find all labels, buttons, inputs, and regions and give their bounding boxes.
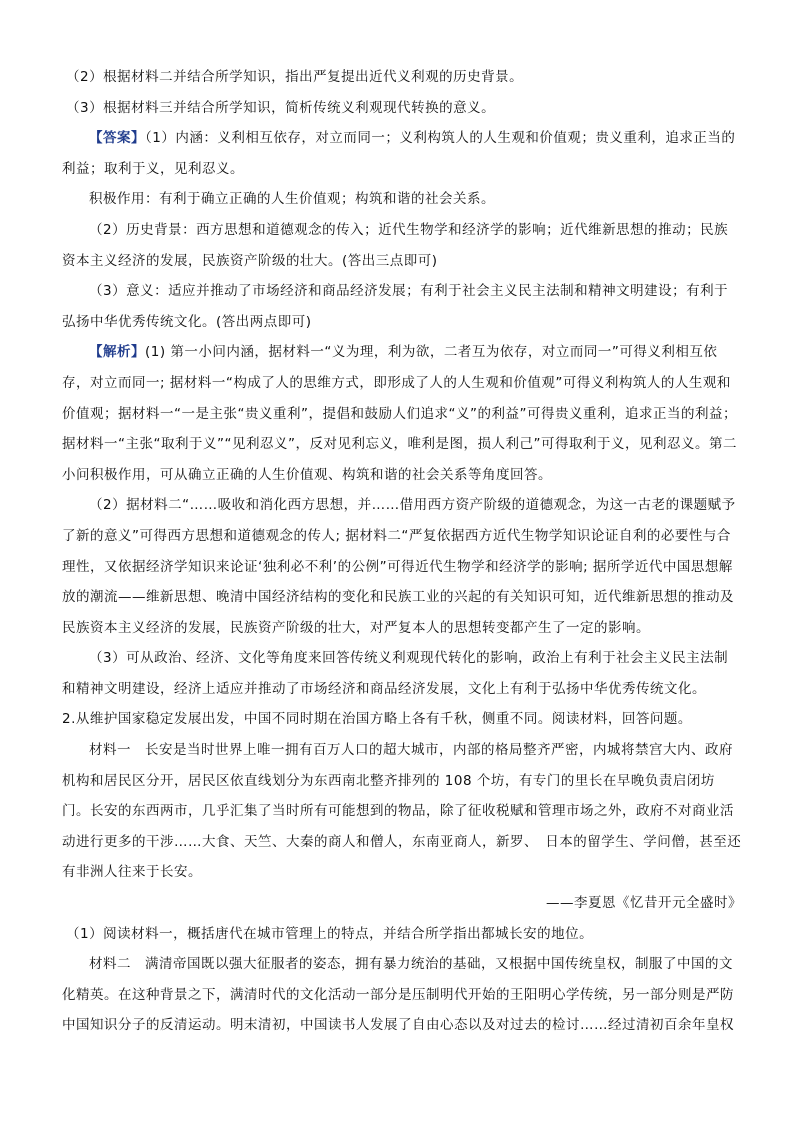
answer-1-positive: 积极作用：有利于确立正确的人生价值观；构筑和谐的社会关系。 (89, 191, 495, 208)
analysis-part-1 (62, 337, 742, 490)
question-2: （2）根据材料二并结合所学知识，指出严复提出近代义利观的历史背景。 (66, 69, 524, 85)
answer-tag: 【答案】 (89, 130, 145, 147)
material-2: 材料二 满清帝国既以强大征服者的姿态，拥有暴力统治的基础，又根据中国传统皇权，制服了中国的文化精英。在这种背景之下，满清时代的文化活动一部分是压制明代开始的王阳明心学传统，另一部分则是严防中国知识分子的反清运动。明末清初，中国读书人发展了自由心态以及对过去的检讨……经过清初百余年皇权 (62, 956, 734, 1034)
answer-1-text: （1）内涵：义利相互依存，对立而同一；义利构筑人的人生观和价值观；贵义重利，追求正当的利益；取利于义，见利忍义。 (62, 130, 736, 177)
analysis-part-2: （2）据材料二“……吸收和消化西方思想，并……借用西方资产阶级的道德观念，为这一古老的课题赋予了新的意义”可得西方思想和道德观念的传人; 据材料二“严复依据西方近代生物学知识论证自利的必要性与合理性，又依据经济学知识来论证‘独利必不利’的公例”可得近代生物学和经济学的影响; 据所学近代中国思想解放的潮流——维新思想、晚清中国经济结构的变化和民族工业的兴起的有关知识可知，近代维新思想的推动及民族资本主义经济的发展，民族资产阶级的壮大，对严复本人的思想转变都产生了一定的影响。 (62, 497, 736, 636)
analysis-1-text: (1) 第一小问内涵，据材料一“义为理，利为欲，二者互为依存，对立而同一”可得义利相互依存，对立而同一; 据材料一“构成了人的思维方式，即形成了人的人生观和价值观”可得义利构筑人的人生观和价值观；据材料一“一是主张“贵义重利”，提倡和鼓励人们追求“义”的利益”可得贵义重利，追求正当的利益；据材料一“主张“取利于义”“见利忍义”，反对见利忘义，唯利是图，损人利己”可得取利于义，见利忍义。第二小问积极作用，可从确立正确的人生价值观、构筑和谐的社会关系等角度回答。 (62, 344, 737, 483)
question-2-intro: 2.从维护国家稳定发展出发，中国不同时期在治国方略上各有千秋，侧重不同。阅读材料，回答问题。 (62, 711, 692, 728)
material-1: 材料一 长安是当时世界上唯一拥有百万人口的超大城市，内部的格局整齐严密，内城将禁宫大内、政府机构和居民区分开，居民区依直线划分为东西南北整齐排列的 108 个坊，有专门的里长在早晚负责启闭坊门。长安的东西两市，几乎汇集了当时所有可能想到的物品，除了征收税赋和管理市场之外，政府不对商业活动进行更多的干涉……大食、天竺、大秦的商人和僧人，东南亚商人，新罗、 日本的留学生、学问僧，甚至还有非洲人往来于长安。 (62, 742, 742, 881)
analysis-tag: 【解析】 (89, 344, 145, 361)
answer-part-3: （3）意义：适应并推动了市场经济和商品经济发展；有利于社会主义民主法制和精神文明建设；有利于弘扬中华优秀传统文化。(答出两点即可) (62, 283, 729, 330)
answer-part-2: （2）历史背景：西方思想和道德观念的传入；近代生物学和经济学的影响；近代维新思想的推动；民族资本主义经济的发展，民族资产阶级的壮大。(答出三点即可) (62, 221, 729, 269)
material-1-source: ——李夏恩《忆昔开元全盛时》 (546, 895, 742, 912)
document-page (62, 62, 742, 1041)
answer-part-1 (62, 123, 742, 184)
question-2-1: （1）阅读材料一，概括唐代在城市管理上的特点，并结合所学指出都城长安的地位。 (66, 925, 594, 942)
question-3: （3）根据材料三并结合所学知识，简析传统义利观现代转换的意义。 (66, 99, 496, 116)
analysis-part-3: （3）可从政治、经济、文化等角度来回答传统义利观现代转化的影响，政治上有利于社会主义民主法制和精神文明建设，经济上适应并推动了市场经济和商品经济发展，文化上有利于弘扬中华优秀传统文化。 (62, 650, 729, 697)
